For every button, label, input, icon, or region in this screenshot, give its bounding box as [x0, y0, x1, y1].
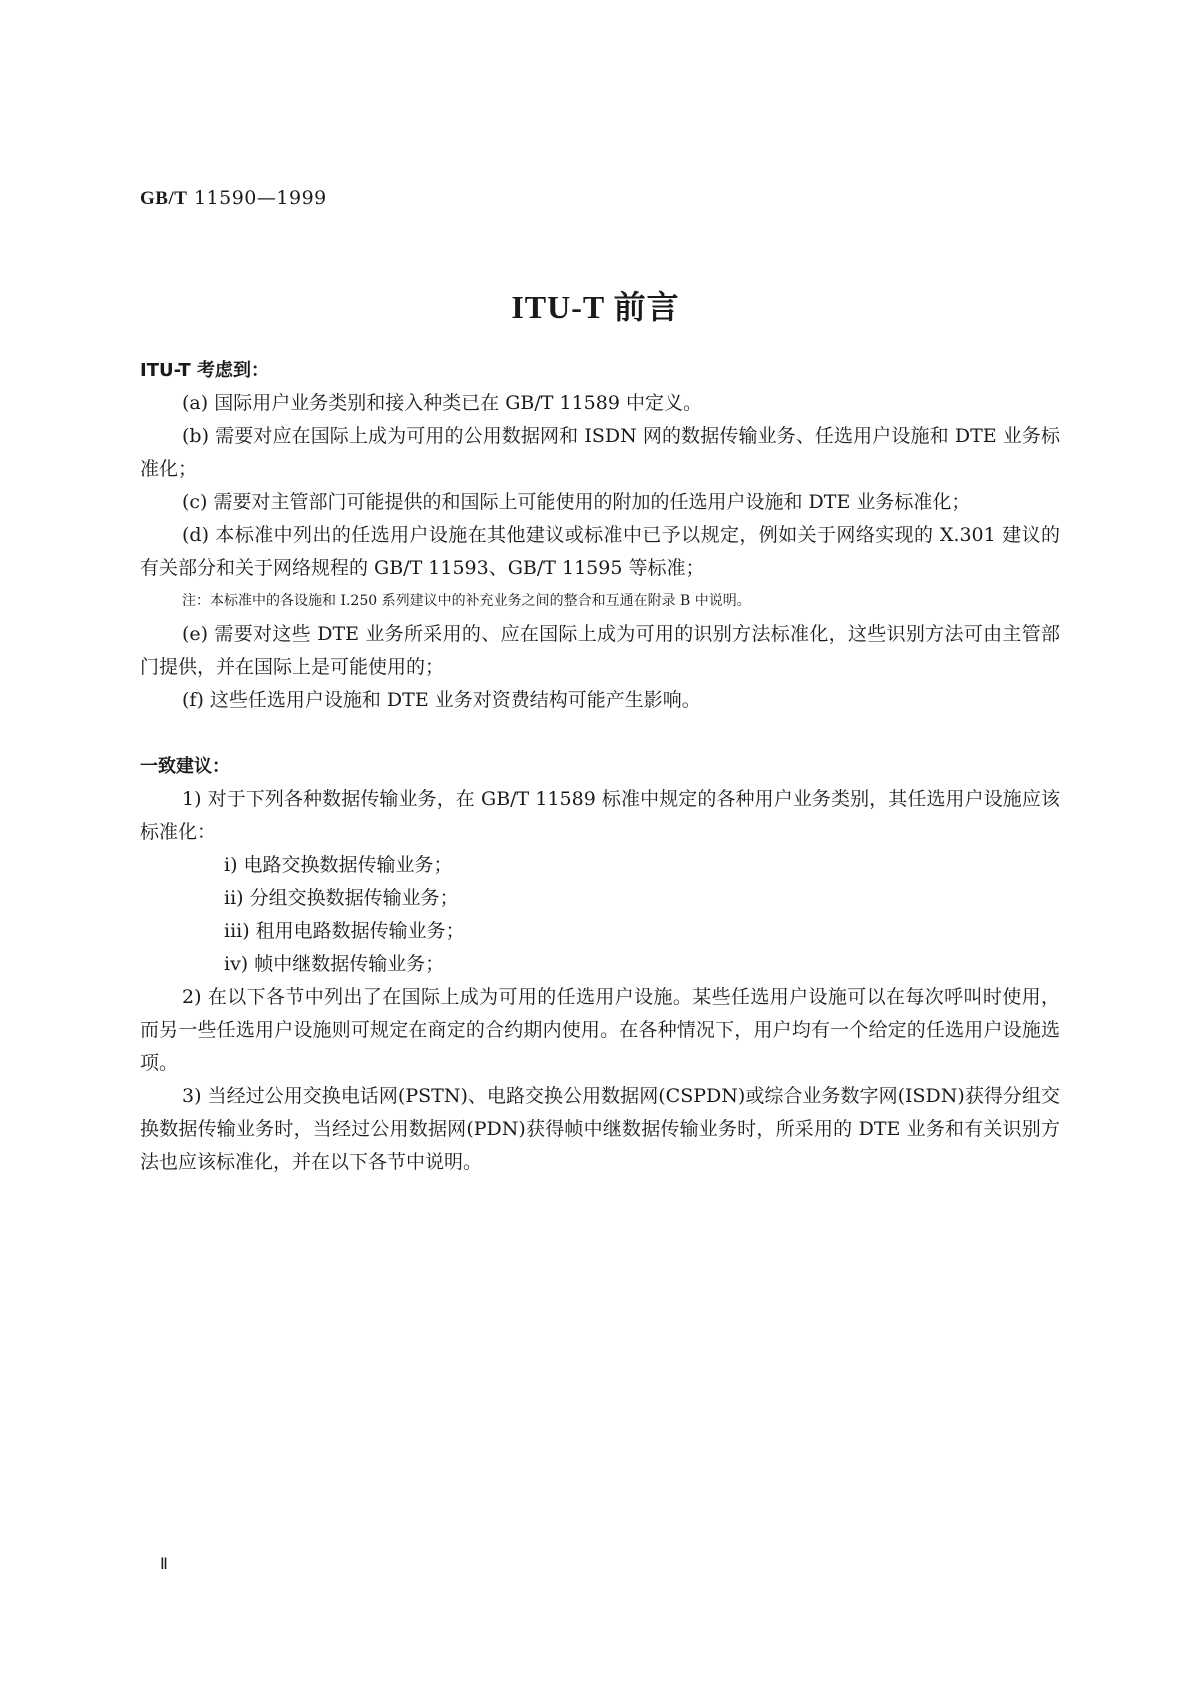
list-item: ii) 分组交换数据传输业务； — [224, 887, 459, 909]
considering-item-c: (c) 需要对主管部门可能提供的和国际上可能使用的附加的任选用户设施和 DTE 业务标准化； — [182, 491, 971, 513]
list-item: iii) 租用电路数据传输业务； — [224, 920, 465, 942]
considering-note: 注：本标准中的各设施和 I.250 系列建议中的补充业务之间的整合和互通在附录 B 中说明。 — [182, 593, 751, 609]
list-item: iv) 帧中继数据传输业务； — [224, 953, 445, 975]
recommends-paragraph-1: 1) 对于下列各种数据传输业务，在 GB/T 11589 标准中规定的各种用户业务类别，其任选用户设施应该标准化： — [140, 788, 1060, 843]
considering-item-a: (a) 国际用户业务类别和接入种类已在 GB/T 11589 中定义。 — [182, 392, 702, 414]
considering-item-e: (e) 需要对这些 DTE 业务所采用的、应在国际上成为可用的识别方法标准化，这些识别方法可由主管部门提供，并在国际上是可能使用的； — [140, 623, 1060, 678]
recommends-paragraph-2: 2) 在以下各节中列出了在国际上成为可用的任选用户设施。某些任选用户设施可以在每次呼叫时使用，而另一些任选用户设施则可规定在商定的合约期内使用。在各种情况下，用户均有一个给定的任选用户设施选项。 — [140, 986, 1060, 1074]
standard-code-header — [140, 187, 327, 210]
recommends-paragraph-3: 3) 当经过公用交换电话网(PSTN)、电路交换公用数据网(CSPDN)或综合业务数字网(ISDN)获得分组交换数据传输业务时，当经过公用数据网(PDN)获得帧中继数据传输业务时，所采用的 DTE 业务和有关识别方法也应该标准化，并在以下各节中说明。 — [140, 1085, 1060, 1173]
standard-code-number: 11590—1999 — [187, 187, 327, 209]
standard-code-prefix: GB/T — [140, 188, 188, 209]
considering-heading: ITU-T 考虑到： — [140, 360, 269, 381]
document-body — [140, 354, 1060, 1179]
section-spacer — [140, 717, 1060, 750]
considering-item-b: (b) 需要对应在国际上成为可用的公用数据网和 ISDN 网的数据传输业务、任选用户设施和 DTE 业务标准化； — [140, 425, 1060, 480]
page-title: ITU-T 前言 — [511, 289, 680, 325]
list-item: i) 电路交换数据传输业务； — [224, 854, 453, 876]
considering-item-f: (f) 这些任选用户设施和 DTE 业务对资费结构可能产生影响。 — [182, 689, 701, 711]
considering-item-d: (d) 本标准中列出的任选用户设施在其他建议或标准中已予以规定，例如关于网络实现的 X.301 建议的有关部分和关于网络规程的 GB/T 11593、GB/T 11595 等标准； — [140, 524, 1060, 579]
recommends-heading: 一致建议： — [140, 756, 230, 777]
page-number: Ⅱ — [160, 1556, 168, 1573]
